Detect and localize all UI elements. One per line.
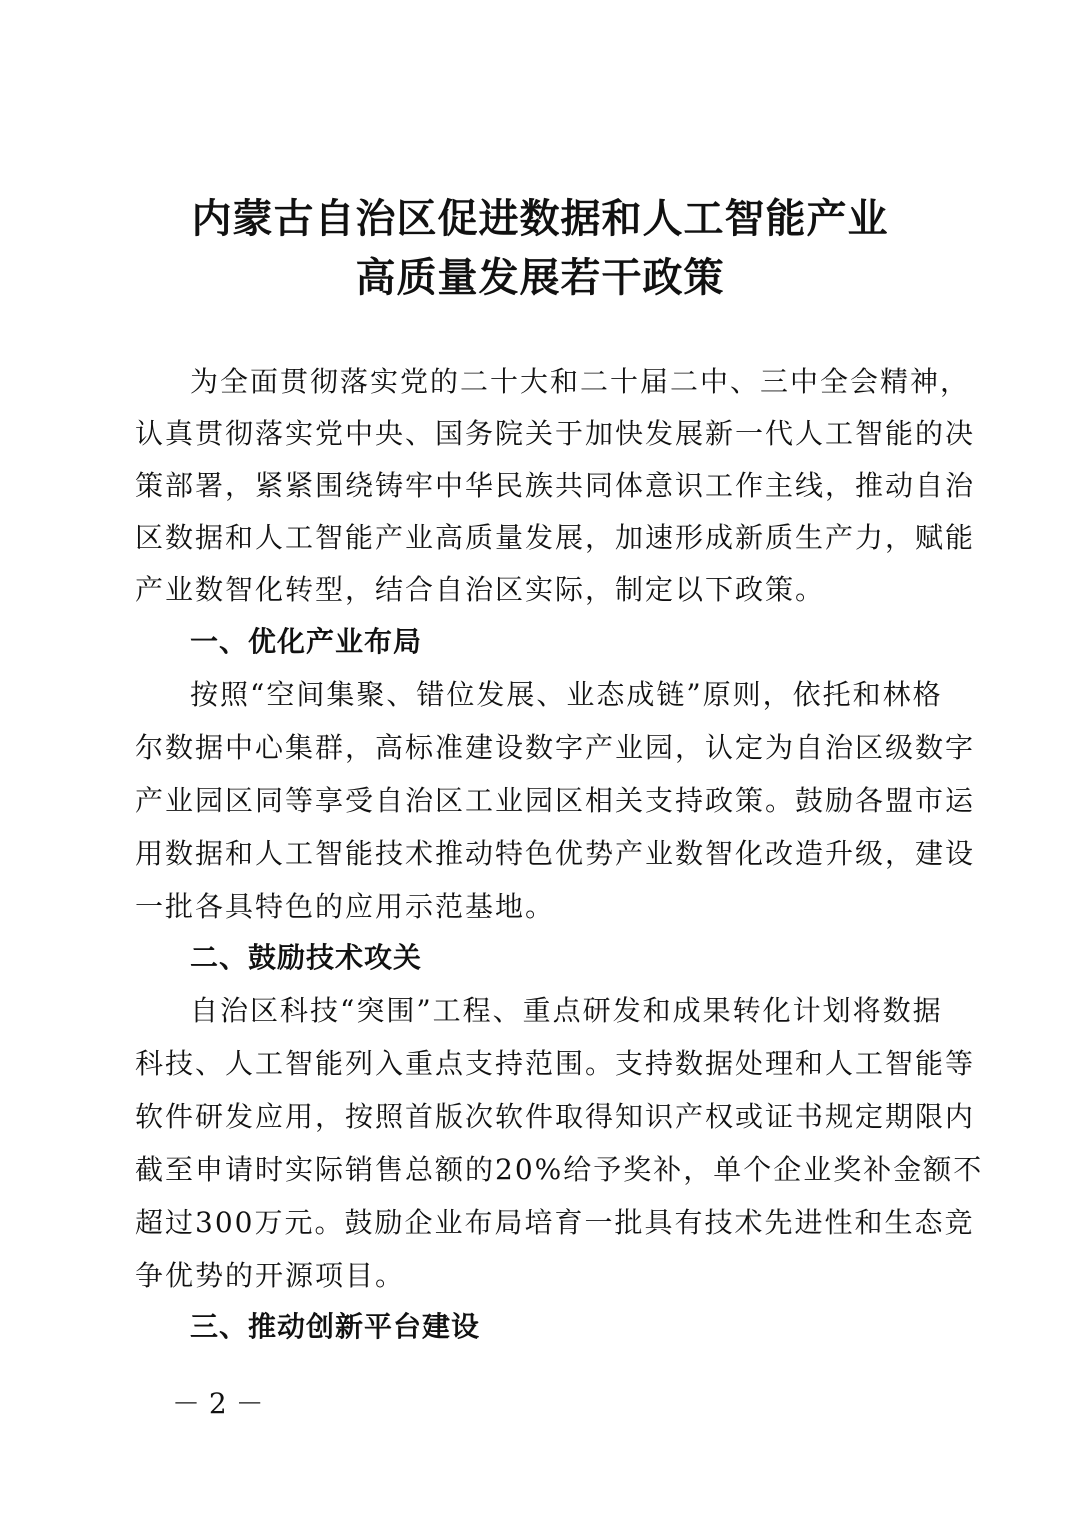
section-2-line-6: 争优势的开源项目。 — [135, 1259, 406, 1292]
section-2-line-5: 超过300万元。鼓励企业布局培育一批具有技术先进性和生态竞 — [135, 1206, 975, 1239]
document-title-line-1: 内蒙古自治区促进数据和人工智能产业 — [191, 196, 889, 242]
document-title-line-2: 高质量发展若干政策 — [355, 255, 725, 301]
section-2-line-1: 自治区科技“突围”工程、重点研发和成果转化计划将数据 — [190, 994, 943, 1027]
section-2-line-2: 科技、人工智能列入重点支持范围。支持数据处理和人工智能等 — [135, 1047, 976, 1080]
intro-paragraph-line-4: 区数据和人工智能产业高质量发展，加速形成新质生产力，赋能 — [135, 521, 976, 554]
section-1-line-3: 产业园区同等享受自治区工业园区相关支持政策。鼓励各盟市运 — [135, 784, 976, 817]
section-2-line-3: 软件研发应用，按照首版次软件取得知识产权或证书规定期限内 — [135, 1100, 976, 1133]
intro-paragraph-line-3: 策部署，紧紧围绕铸牢中华民族共同体意识工作主线，推动自治 — [135, 469, 976, 502]
section-1-line-2: 尔数据中心集群，高标准建设数字产业园，认定为自治区级数字 — [135, 731, 976, 764]
section-1-line-5: 一批各具特色的应用示范基地。 — [135, 890, 556, 923]
section-1-line-4: 用数据和人工智能技术推动特色优势产业数智化改造升级，建设 — [135, 837, 976, 870]
section-2-line-4: 截至申请时实际销售总额的20%给予奖补，单个企业奖补金额不 — [135, 1153, 984, 1186]
section-heading-3: 三、推动创新平台建设 — [190, 1310, 481, 1343]
page-number: － 2 － — [172, 1387, 264, 1420]
intro-paragraph-line-2: 认真贯彻落实党中央、国务院关于加快发展新一代人工智能的决 — [135, 417, 976, 450]
intro-paragraph-line-1: 为全面贯彻落实党的二十大和二十届二中、三中全会精神， — [190, 365, 971, 398]
section-heading-2: 二、鼓励技术攻关 — [190, 941, 423, 974]
section-heading-1: 一、优化产业布局 — [190, 625, 423, 658]
intro-paragraph-line-5: 产业数智化转型，结合自治区实际，制定以下政策。 — [135, 573, 826, 606]
section-1-line-1: 按照“空间集聚、错位发展、业态成链”原则，依托和林格 — [190, 678, 943, 711]
